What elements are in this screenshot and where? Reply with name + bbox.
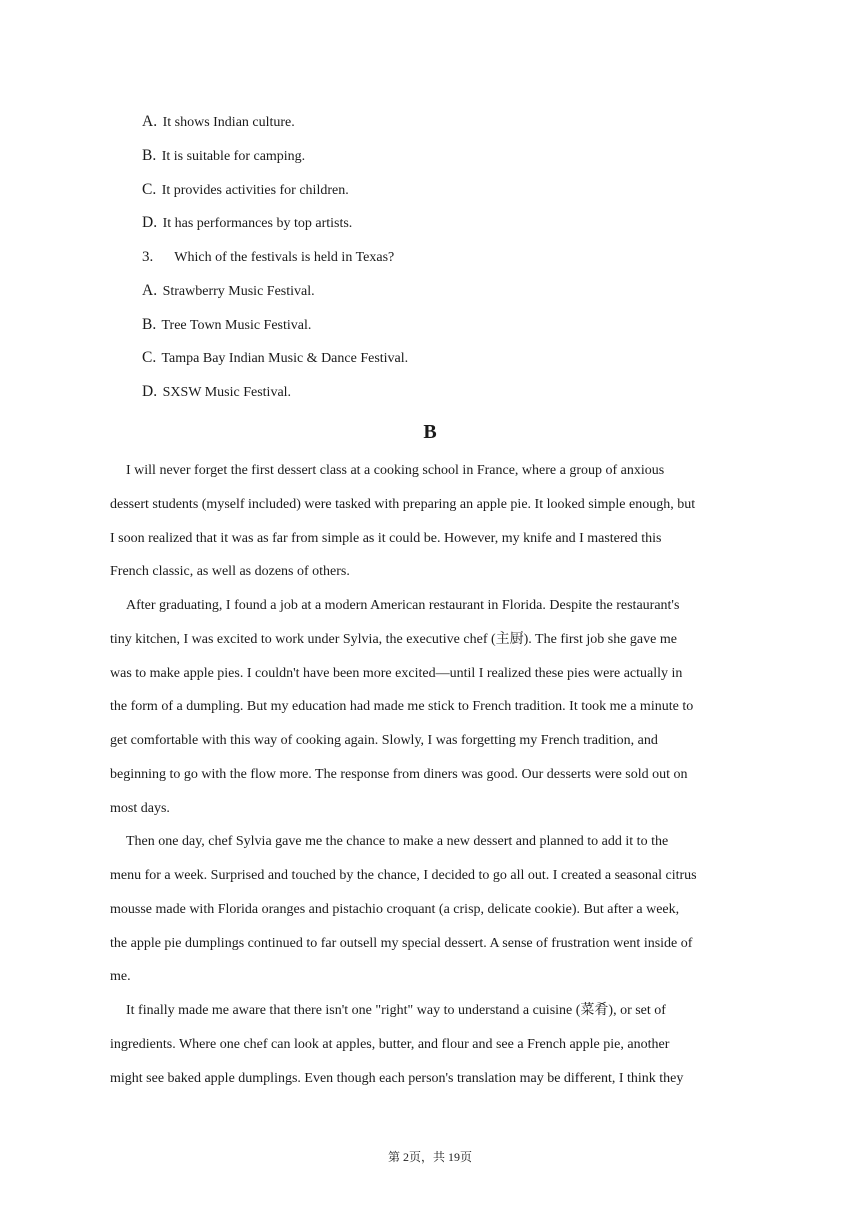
passage-line: French classic, as well as dozens of others. xyxy=(110,564,350,580)
passage-line: was to make apple pies. I couldn't have been more excited—until I realized these pies were actually in xyxy=(110,665,683,681)
passage-line: ingredients. Where one chef can look at apples, butter, and flour and see a French apple pie, another xyxy=(110,1036,670,1052)
option-letter: D. xyxy=(142,214,158,232)
option-text: It has performances by top artists. xyxy=(162,216,353,232)
q2-option-b xyxy=(142,144,782,178)
passage-line: beginning to go with the flow more. The response from diners was good. Our desserts were sold out on xyxy=(110,766,688,782)
question-options-block xyxy=(142,110,782,414)
option-letter: A. xyxy=(142,113,158,130)
page-footer: 第 2页，共 19页 xyxy=(387,1150,472,1164)
option-letter: A. xyxy=(142,281,158,299)
passage-line: After graduating, I found a job at a modern American restaurant in Florida. Despite the restaurant's xyxy=(126,598,680,613)
option-letter: B. xyxy=(142,315,157,333)
option-letter: B. xyxy=(142,146,157,164)
passage-line: I soon realized that it was as far from simple as it could be. However, my knife and I mastered this xyxy=(110,530,662,546)
passage-line: me. xyxy=(110,969,131,985)
q3-option-d xyxy=(142,380,782,414)
question-number: 3. xyxy=(142,249,154,265)
passage-line: tiny kitchen, I was excited to work under Sylvia, the executive chef (主厨). The first job she gave me xyxy=(110,631,677,647)
passage-line: the form of a dumpling. But my education had made me stick to French tradition. It took me a minute to xyxy=(110,699,694,715)
passage-line: the apple pie dumplings continued to far outsell my special dessert. A sense of frustration went inside of xyxy=(110,935,693,951)
option-letter: C. xyxy=(142,349,157,367)
passage-line: most days. xyxy=(110,800,170,816)
question-3-stem xyxy=(142,245,782,279)
option-text: SXSW Music Festival. xyxy=(162,385,292,400)
option-text: It shows Indian culture. xyxy=(162,115,295,130)
section-title: B xyxy=(423,421,437,443)
passage-line: dessert students (myself included) were tasked with preparing an apple pie. It looked simple enough, but xyxy=(110,496,696,512)
option-letter: C. xyxy=(142,180,157,198)
q3-option-a xyxy=(142,279,782,313)
option-text: It provides activities for children. xyxy=(161,182,349,198)
option-text: Tampa Bay Indian Music & Dance Festival. xyxy=(161,351,409,367)
option-text: It is suitable for camping. xyxy=(161,148,306,164)
q3-option-c xyxy=(142,346,782,380)
passage-line: might see baked apple dumplings. Even though each person's translation may be different, I think they xyxy=(110,1070,684,1086)
q3-option-b xyxy=(142,313,782,347)
reading-passage xyxy=(110,458,750,1099)
option-letter: D. xyxy=(142,383,158,400)
question-text: Which of the festivals is held in Texas? xyxy=(174,250,395,265)
q2-option-c xyxy=(142,178,782,212)
passage-line: mousse made with Florida oranges and pistachio croquant (a crisp, delicate cookie). But after a week, xyxy=(110,901,680,917)
passage-line: Then one day, chef Sylvia gave me the chance to make a new dessert and planned to add it to the xyxy=(126,834,669,850)
passage-line: get comfortable with this way of cooking again. Slowly, I was forgetting my French tradition, and xyxy=(110,733,658,748)
q2-option-a xyxy=(142,110,782,144)
passage-line: It finally made me aware that there isn't one "right" way to understand a cuisine (菜肴), or set of xyxy=(126,1003,666,1018)
q2-option-d xyxy=(142,211,782,245)
passage-line: I will never forget the first dessert class at a cooking school in France, where a group of anxious xyxy=(126,463,665,478)
option-text: Strawberry Music Festival. xyxy=(162,283,315,299)
passage-line: menu for a week. Surprised and touched by the chance, I decided to go all out. I created a seasonal citrus xyxy=(110,868,697,883)
option-text: Tree Town Music Festival. xyxy=(161,317,312,333)
